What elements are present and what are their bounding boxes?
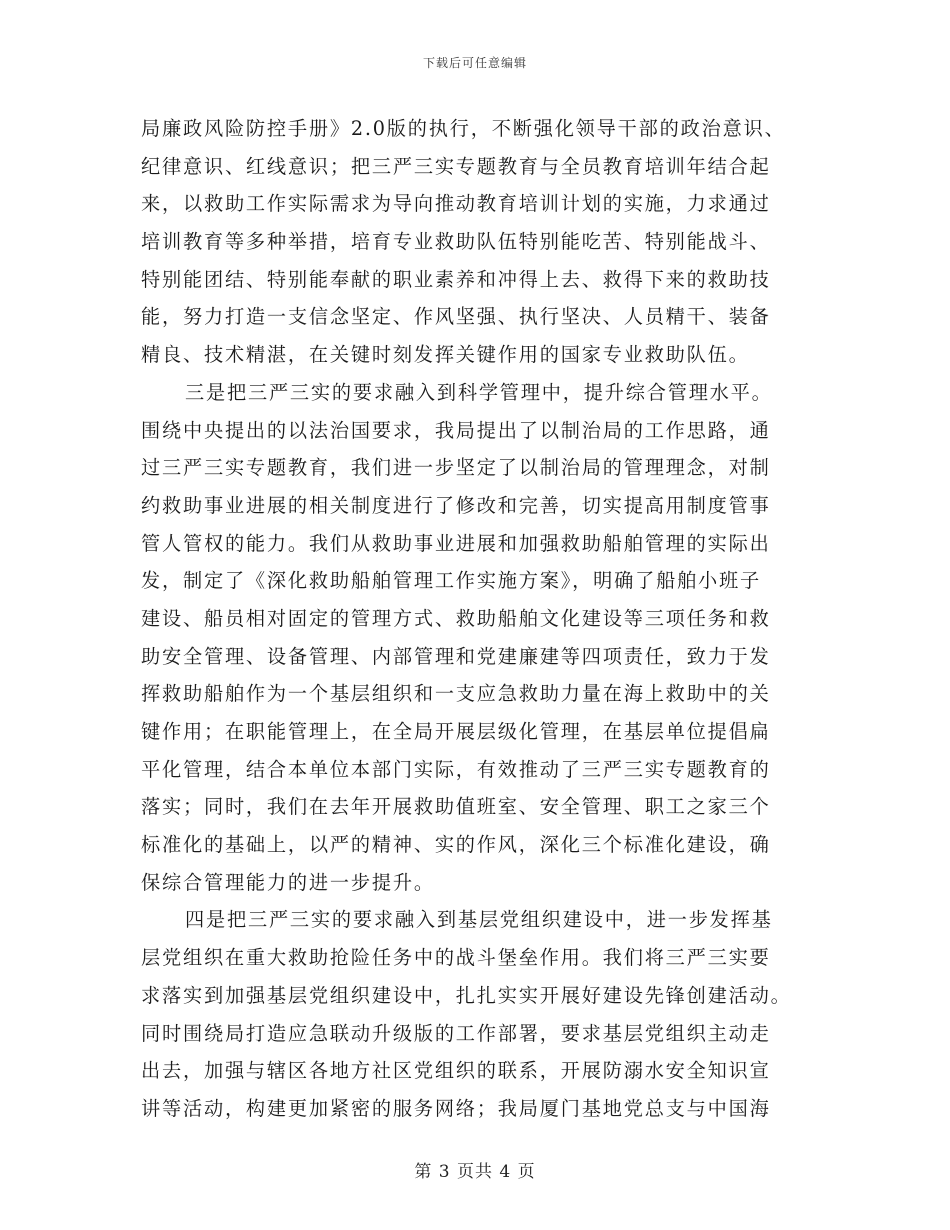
text-line: 发，制定了《深化救助船舶管理工作实施方案》，明确了船舶小班子 (141, 569, 762, 593)
text-line: 落实；同时，我们在去年开展救助值班室、安全管理、职工之家三个 (141, 795, 771, 819)
text-line: 约救助事业进展的相关制度进行了修改和完善，切实提高用制度管事 (141, 493, 771, 517)
text-line: 层党组织在重大救助抢险任务中的战斗堡垒作用。我们将三严三实要 (141, 946, 771, 970)
text-line: 讲等活动，构建更加紧密的服务网络；我局厦门基地党总支与中国海 (141, 1096, 771, 1120)
text-line: 来，以救助工作实际需求为导向推动教育培训计划的实施，力求通过 (141, 192, 771, 216)
text-line: 平化管理，结合本单位本部门实际，有效推动了三严三实专题教育的 (141, 757, 771, 781)
page-header: 下载后可任意编辑 (422, 56, 527, 70)
text-line: 过三严三实专题教育，我们进一步坚定了以制治局的管理理念，对制 (141, 456, 771, 480)
text-line: 同时围绕局打造应急联动升级版的工作部署，要求基层党组织主动走 (141, 1021, 771, 1045)
text-line: 纪律意识、红线意识；把三严三实专题教育与全员教育培训年结合起 (141, 154, 771, 178)
text-line: 保综合管理能力的进一步提升。 (141, 870, 435, 894)
text-line: 键作用；在职能管理上，在全局开展层级化管理，在基层单位提倡扁 (141, 720, 771, 743)
text-line: 精良、技术精湛，在关键时刻发挥关键作用的国家专业救助队伍。 (141, 343, 750, 367)
text-line: 特别能团结、特别能奉献的职业素养和冲得上去、救得下来的救助技 (141, 267, 771, 291)
text-line: 围绕中央提出的以法治国要求，我局提出了以制治局的工作思路，通 (141, 418, 771, 442)
paragraph-start-line: 四是把三严三实的要求融入到基层党组织建设中，进一步发挥基 (185, 908, 773, 932)
text-line: 建设、船员相对固定的管理方式、救助船舶文化建设等三项任务和救 (141, 606, 771, 630)
text-line: 标准化的基础上，以严的精神、实的作风，深化三个标准化建设，确 (141, 833, 771, 857)
text-line: 培训教育等多种举措，培育专业救助队伍特别能吃苦、特别能战斗、 (141, 230, 771, 254)
paragraph-start-line: 三是把三严三实的要求融入到科学管理中，提升综合管理水平。 (185, 380, 773, 404)
document-body (141, 110, 807, 1128)
text-line: 求落实到加强基层党组织建设中，扎扎实实开展好建设先锋创建活动。 (141, 983, 792, 1007)
text-line: 管人管权的能力。我们从救助事业进展和加强救助船舶管理的实际出 (141, 531, 771, 555)
text-line: 出去，加强与辖区各地方社区党组织的联系，开展防溺水安全知识宣 (141, 1059, 771, 1083)
text-line: 能，努力打造一支信念坚定、作风坚强、执行坚决、人员精干、装备 (141, 305, 771, 329)
text-line: 挥救助船舶作为一个基层组织和一支应急救助力量在海上救助中的关 (141, 682, 771, 706)
text-line: 局廉政风险防控手册》2.0版的执行，不断强化领导干部的政治意识、 (141, 117, 786, 140)
text-line: 助安全管理、设备管理、内部管理和党建廉建等四项责任，致力于发 (141, 644, 771, 668)
page-number-footer: 第 3 页共 4 页 (414, 1162, 536, 1182)
